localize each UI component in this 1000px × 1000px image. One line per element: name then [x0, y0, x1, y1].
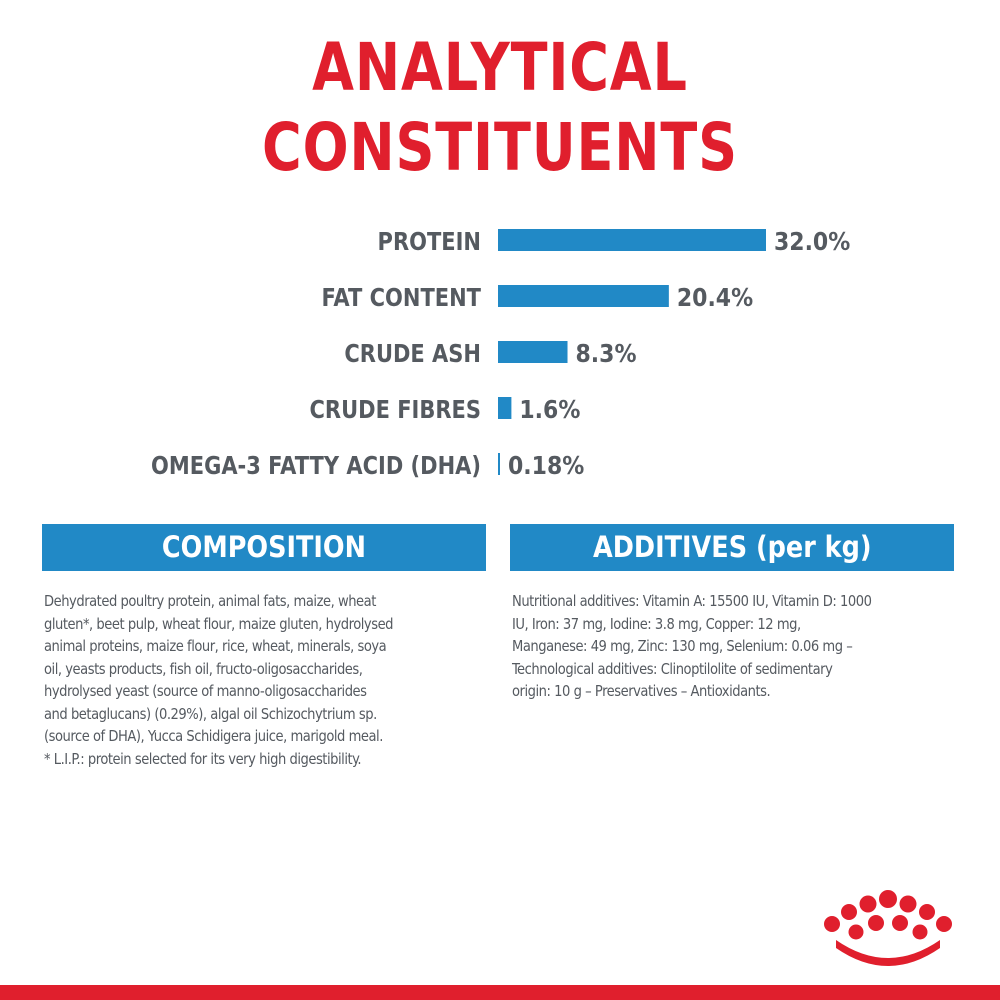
royal-canin-crown-icon [822, 888, 954, 976]
additives-line: Nutritional additives: Vitamin A: 15500 IU, Vitamin D: 1000 [512, 592, 872, 610]
additives-line: IU, Iron: 37 mg, Iodine: 3.8 mg, Copper: 12 mg, [512, 614, 801, 633]
composition-line: gluten*, beet pulp, wheat flour, maize gluten, hydrolysed [44, 614, 394, 633]
additives-line: Manganese: 49 mg, Zinc: 130 mg, Selenium: 0.06 mg – [512, 637, 853, 655]
bar [498, 341, 568, 363]
value-label: 20.4% [676, 282, 754, 313]
category-label: CRUDE ASH [344, 340, 481, 369]
composition-line: * L.I.P.: protein selected for its very high digestibility. [44, 749, 362, 768]
category-label: OMEGA-3 FATTY ACID (DHA) [151, 452, 481, 481]
additives-text [512, 590, 954, 703]
bar [498, 229, 766, 251]
composition-line: and betaglucans) (0.29%), algal oil Schizochytrium sp. [44, 704, 377, 723]
page-title-line-1: ANALYTICAL [312, 29, 688, 106]
category-label: PROTEIN [377, 228, 481, 257]
value-label: 1.6% [519, 394, 581, 425]
category-label: FAT CONTENT [321, 284, 481, 313]
category-label: CRUDE FIBRES [309, 396, 481, 425]
composition-header [42, 524, 486, 571]
additives-line: origin: 10 g – Preservatives – Antioxidants. [512, 682, 771, 700]
bottom-brand-bar [0, 985, 1000, 1000]
additives-header [510, 524, 954, 571]
value-label: 0.18% [508, 450, 585, 481]
constituents-bar-chart [0, 210, 1000, 490]
additives-header-label: ADDITIVES (per kg) [592, 530, 872, 564]
bar [498, 285, 669, 307]
additives-line: Technological additives: Clinoptilolite of sedimentary [512, 659, 833, 678]
composition-line: animal proteins, maize flour, rice, wheat, minerals, soya [44, 637, 387, 655]
composition-text [44, 590, 484, 770]
page-title-line-2: CONSTITUENTS [262, 109, 738, 186]
value-label: 8.3% [575, 338, 637, 369]
composition-line: Dehydrated poultry protein, animal fats, maize, wheat [44, 592, 376, 610]
composition-line: oil, yeasts products, fish oil, fructo-oligosaccharides, [44, 659, 363, 678]
bar [498, 397, 511, 419]
value-label: 32.0% [774, 226, 851, 257]
composition-line: hydrolysed yeast (source of manno-oligosaccharides [44, 682, 367, 700]
composition-line: (source of DHA), Yucca Schidigera juice, marigold meal. [44, 727, 383, 745]
bar [498, 453, 500, 475]
composition-header-label: COMPOSITION [161, 530, 367, 564]
